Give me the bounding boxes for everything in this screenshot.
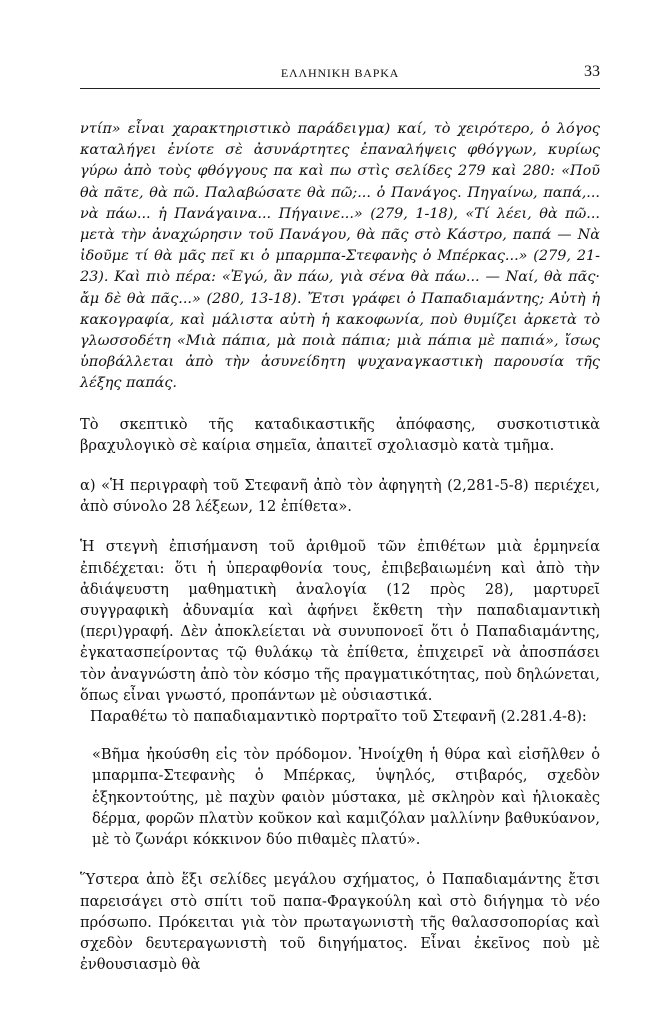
page-number: 33 [584, 63, 600, 80]
paragraph-quoted-dialogue: ντίπ» εἶναι χαρακτηριστικὸ παράδειγμα) καί, τὸ χειρότερο, ὁ λόγος καταλήγει ἐνίοτε σὲ ἀσυνάρτητες ἐπαναλήψεις φθόγγων, κυρίως γύρω ἀπὸ τοὺς φθόγγους πα καὶ πω στὶς σελίδες 279 καὶ 280: «Ποῦ θὰ πᾶτε, θὰ πῶ. Παλαβώσατε θὰ πῶ;... ὁ Πανάγος. Πηγαίνω, παπά,... νὰ πάω... ἡ Πανάγαινα... Πήγαινε...» (279, 1-18), «Τί λέει, θὰ πῶ... μετὰ τὴν ἀναχώρησιν τοῦ Πανάγου, θὰ πᾶς στὸ Κάστρο, παπά — Νὰ ἰδοῦμε τί θὰ μᾶς πεῖ κι ὁ μπαρμπα-Στεφανὴς ὁ Μπέρκας...» (279, 21-23). Καὶ πιὸ πέρα: «Ἐγώ, ἂν πάω, γιὰ σένα θὰ πάω... — Ναί, θὰ πᾶς· ἄμ δὲ θὰ πᾶς...» (280, 13-18). Ἔτσι γράφει ὁ Παπαδιαμάντης; Αὐτὴ ἡ κακογραφία, καὶ μάλιστα αὐτὴ ἡ κακοφωνία, ποὺ θυμίζει ἀρκετὰ τὸ γλωσσοδέτη «Μιὰ πάπια, μὰ ποιὰ πάπια; μιὰ πάπια μὲ παπιά», ἴσως ὑποβάλλεται ἀπὸ τὴν ἀσυνείδητη ψυχαναγκαστικὴ παρουσία τῆς λέξης παπάς. [80, 121, 600, 392]
paragraph-adjectives-commentary: Ἡ στεγνὴ ἐπισήμανση τοῦ ἀριθμοῦ τῶν ἐπιθέτων μιὰ ἑρμηνεία ἐπιδέχεται: ὅτι ἡ ὑπεραφθονία τους, ἐπιβεβαιωμένη καὶ ἀπὸ τὴν ἀδιάψευστη μαθηματικὴ ἀναλογία (12 πρὸς 28), μαρτυρεῖ συγγραφικὴ ἀδυναμία καὶ ἀφήνει ἔκθετη τὴν παπαδιαμαντικὴ (περι)γραφή. Δὲν ἀποκλείεται νὰ συνυπονοεῖ ὅτι ὁ Παπαδιαμάντης, ἐγκατασπείροντας τῷ θυλάκῳ τὰ ἐπίθετα, ἐπιχειρεῖ νὰ ἀποσπάσει τὸν ἀναγνώστη ἀπὸ τὸν κόσμο τῆς πραγματικότητας, ποὺ δηλώνεται, ὅπως εἶναι γνωστό, προπάντων μὲ οὐσιαστικά. [80, 538, 600, 704]
blockquote-portrait: «Βῆμα ἠκούσθη εἰς τὸν πρόδομον. Ἠνοίχθη ἡ θύρα καὶ εἰσῆλθεν ὁ μπαρμπα-Στεφανὴς ὁ Μπέρκας, ὑψηλός, στιβαρός, σχεδὸν ἑξηκοντούτης, μὲ παχὺν φαιὸν μύστακα, μὲ σκληρὸν καὶ ἡλιοκαὲς δέρμα, φορῶν πλατὺν κοῦκον καὶ καμιζόλαν μαλλίνην βαθυκύανον, μὲ τὸ ζωνάρι κόκκινον δύο πιθαμὲς πλατύ». [92, 746, 600, 849]
paragraph-reasoning-intro: Τὸ σκεπτικὸ τῆς καταδικαστικῆς ἀπόφασης, συσκοτιστικὰ βραχυλογικὸ σὲ καίρια σημεῖα, ἀπαιτεῖ σχολιασμὸ κατὰ τμῆμα. [80, 415, 600, 454]
running-title: ΕΛΛΗΝΙΚΗ ΒΑΡΚΑ [280, 66, 400, 80]
paragraph-point-a: α) «Ἡ περιγραφὴ τοῦ Στεφανῆ ἀπὸ τὸν ἀφηγητὴ (2,281-5-8) περιέχει, ἀπὸ σύνολο 28 λέξεων, 12 ἐπίθετα». [80, 477, 600, 516]
running-head [80, 63, 600, 86]
header-rule [80, 88, 600, 89]
paragraph-six-pages-later: Ὕστερα ἀπὸ ἕξι σελίδες μεγάλου σχήματος, ὁ Παπαδιαμάντης ἔτσι παρεισάγει στὸ σπίτι τοῦ παπα-Φραγκούλη καὶ στὸ διήγημα τὸ νέο πρόσωπο. Πρόκειται γιὰ τὸν πρωταγωνιστὴ τῆς θαλασσοπορίας καὶ σχεδὸν δευτεραγωνιστὴ τοῦ διηγήματος. Εἶναι ἐκεῖνος ποὺ μὲ ἐνθουσιασμὸ θὰ [80, 871, 600, 974]
paragraph-portrait-intro: Παραθέτω τὸ παπαδιαμαντικὸ πορτραῖτο τοῦ Στεφανῆ (2.281.4-8): [90, 708, 587, 726]
page-body [80, 119, 600, 975]
